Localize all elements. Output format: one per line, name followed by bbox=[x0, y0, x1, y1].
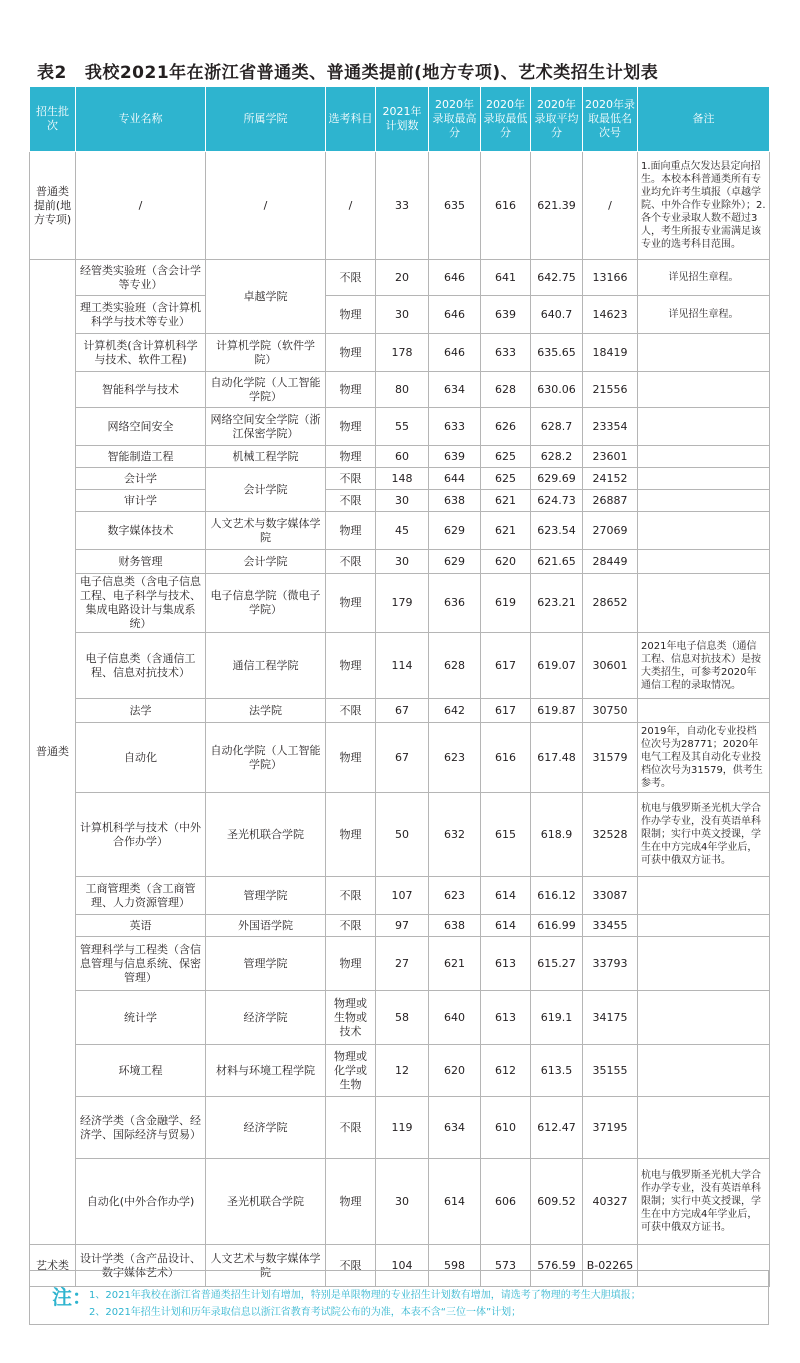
footnote-label: 注： bbox=[52, 1285, 92, 1309]
subject-cell: 物理 bbox=[326, 446, 376, 468]
subject-cell: 不限 bbox=[326, 490, 376, 512]
avg-score-cell: 621.39 bbox=[531, 152, 583, 260]
table-row bbox=[30, 490, 770, 512]
subject-cell: 物理 bbox=[326, 372, 376, 408]
major-cell: 会计学 bbox=[76, 468, 206, 490]
major-cell: 经管类实验班（含会计学等专业） bbox=[76, 260, 206, 296]
subject-cell: / bbox=[326, 152, 376, 260]
major-cell: 英语 bbox=[76, 915, 206, 937]
plan-cell: 114 bbox=[376, 633, 429, 699]
college-cell: 电子信息学院（微电子学院） bbox=[206, 574, 326, 633]
rank-cell: 34175 bbox=[583, 991, 638, 1045]
rank-cell: 26887 bbox=[583, 490, 638, 512]
note-cell: 详见招生章程。 bbox=[638, 260, 770, 296]
major-cell: 审计学 bbox=[76, 490, 206, 512]
table-row bbox=[30, 1159, 770, 1245]
header-college: 所属学院 bbox=[206, 87, 326, 152]
subject-cell: 物理 bbox=[326, 633, 376, 699]
plan-cell: 179 bbox=[376, 574, 429, 633]
note-cell bbox=[638, 372, 770, 408]
max-score-cell: 628 bbox=[429, 633, 481, 699]
table-number: 表2 bbox=[37, 63, 67, 83]
header-subject: 选考科目 bbox=[326, 87, 376, 152]
major-cell: 统计学 bbox=[76, 991, 206, 1045]
note-cell bbox=[638, 550, 770, 574]
college-cell: 通信工程学院 bbox=[206, 633, 326, 699]
college-cell: 管理学院 bbox=[206, 937, 326, 991]
plan-cell: 97 bbox=[376, 915, 429, 937]
subject-cell: 不限 bbox=[326, 1097, 376, 1159]
avg-score-cell: 624.73 bbox=[531, 490, 583, 512]
rank-cell: 18419 bbox=[583, 334, 638, 372]
batch-regular: 普通类 bbox=[30, 260, 76, 1245]
subject-cell: 物理 bbox=[326, 937, 376, 991]
header-max: 2020年录取最高分 bbox=[429, 87, 481, 152]
college-cell: 卓越学院 bbox=[206, 260, 326, 334]
table-row bbox=[30, 1045, 770, 1097]
avg-score-cell: 616.99 bbox=[531, 915, 583, 937]
plan-cell: 12 bbox=[376, 1045, 429, 1097]
major-cell: 自动化 bbox=[76, 723, 206, 793]
major-cell: 数字媒体技术 bbox=[76, 512, 206, 550]
plan-cell: 30 bbox=[376, 550, 429, 574]
subject-cell: 物理 bbox=[326, 334, 376, 372]
max-score-cell: 620 bbox=[429, 1045, 481, 1097]
avg-score-cell: 613.5 bbox=[531, 1045, 583, 1097]
avg-score-cell: 630.06 bbox=[531, 372, 583, 408]
note-cell bbox=[638, 699, 770, 723]
avg-score-cell: 623.21 bbox=[531, 574, 583, 633]
avg-score-cell: 628.7 bbox=[531, 408, 583, 446]
min-score-cell: 625 bbox=[481, 468, 531, 490]
table-title bbox=[37, 58, 658, 83]
note-cell bbox=[638, 408, 770, 446]
max-score-cell: 634 bbox=[429, 1097, 481, 1159]
note-cell bbox=[638, 1097, 770, 1159]
header-batch: 招生批次 bbox=[30, 87, 76, 152]
subject-cell: 不限 bbox=[326, 877, 376, 915]
header-major: 专业名称 bbox=[76, 87, 206, 152]
plan-cell: 50 bbox=[376, 793, 429, 877]
rank-cell: 33087 bbox=[583, 877, 638, 915]
college-cell: 自动化学院（人工智能学院） bbox=[206, 372, 326, 408]
min-score-cell: 614 bbox=[481, 915, 531, 937]
college-cell: 圣光机联合学院 bbox=[206, 793, 326, 877]
rank-cell: 23601 bbox=[583, 446, 638, 468]
major-cell: 智能制造工程 bbox=[76, 446, 206, 468]
table-row bbox=[30, 1097, 770, 1159]
avg-score-cell: 629.69 bbox=[531, 468, 583, 490]
rank-cell: 32528 bbox=[583, 793, 638, 877]
note-cell bbox=[638, 512, 770, 550]
avg-score-cell: 640.7 bbox=[531, 296, 583, 334]
min-score-cell: 621 bbox=[481, 512, 531, 550]
avg-score-cell: 635.65 bbox=[531, 334, 583, 372]
min-score-cell: 633 bbox=[481, 334, 531, 372]
college-cell: 圣光机联合学院 bbox=[206, 1159, 326, 1245]
table-row bbox=[30, 334, 770, 372]
table-row bbox=[30, 633, 770, 699]
plan-cell: 30 bbox=[376, 490, 429, 512]
rank-cell: 31579 bbox=[583, 723, 638, 793]
avg-score-cell: 623.54 bbox=[531, 512, 583, 550]
subject-cell: 物理 bbox=[326, 408, 376, 446]
plan-cell: 60 bbox=[376, 446, 429, 468]
min-score-cell: 612 bbox=[481, 1045, 531, 1097]
subject-cell: 物理 bbox=[326, 1159, 376, 1245]
avg-score-cell: 619.07 bbox=[531, 633, 583, 699]
plan-cell: 20 bbox=[376, 260, 429, 296]
note-cell bbox=[638, 915, 770, 937]
note-cell: 1.面向重点欠发达县定向招生。本校本科普通类所有专业均允许考生填报（卓越学院、中外合作专业除外）；2.各个专业录取人数不超过3人，考生所报专业需满足该专业的选考科目范围。 bbox=[638, 152, 770, 260]
college-cell: 自动化学院（人工智能学院） bbox=[206, 723, 326, 793]
rank-cell: B-02265 bbox=[583, 1245, 638, 1287]
table-row bbox=[30, 468, 770, 490]
note-cell bbox=[638, 574, 770, 633]
min-score-cell: 614 bbox=[481, 877, 531, 915]
major-cell: 智能科学与技术 bbox=[76, 372, 206, 408]
min-score-cell: 641 bbox=[481, 260, 531, 296]
rank-cell: 13166 bbox=[583, 260, 638, 296]
note-cell bbox=[638, 937, 770, 991]
max-score-cell: 632 bbox=[429, 793, 481, 877]
avg-score-cell: 616.12 bbox=[531, 877, 583, 915]
max-score-cell: 633 bbox=[429, 408, 481, 446]
min-score-cell: 628 bbox=[481, 372, 531, 408]
header-avg: 2020年录取平均分 bbox=[531, 87, 583, 152]
plan-cell: 80 bbox=[376, 372, 429, 408]
avg-score-cell: 618.9 bbox=[531, 793, 583, 877]
plan-cell: 107 bbox=[376, 877, 429, 915]
min-score-cell: 621 bbox=[481, 490, 531, 512]
major-cell: 设计学类（含产品设计、数字媒体艺术） bbox=[76, 1245, 206, 1287]
college-cell: 人文艺术与数字媒体学院 bbox=[206, 1245, 326, 1287]
header-plan: 2021年计划数 bbox=[376, 87, 429, 152]
major-cell: 电子信息类（含电子信息工程、电子科学与技术、集成电路设计与集成系统） bbox=[76, 574, 206, 633]
min-score-cell: 610 bbox=[481, 1097, 531, 1159]
note-cell: 2019年，自动化专业投档位次号为28771；2020年电气工程及其自动化专业投档位次号为31579，供考生参考。 bbox=[638, 723, 770, 793]
subject-cell: 物理 bbox=[326, 723, 376, 793]
max-score-cell: 640 bbox=[429, 991, 481, 1045]
major-cell: / bbox=[76, 152, 206, 260]
rank-cell: 40327 bbox=[583, 1159, 638, 1245]
table-row bbox=[30, 372, 770, 408]
avg-score-cell: 612.47 bbox=[531, 1097, 583, 1159]
major-cell: 环境工程 bbox=[76, 1045, 206, 1097]
major-cell: 法学 bbox=[76, 699, 206, 723]
max-score-cell: 629 bbox=[429, 512, 481, 550]
subject-cell: 不限 bbox=[326, 699, 376, 723]
max-score-cell: 623 bbox=[429, 877, 481, 915]
subject-cell: 不限 bbox=[326, 915, 376, 937]
rank-cell: 27069 bbox=[583, 512, 638, 550]
plan-cell: 45 bbox=[376, 512, 429, 550]
rank-cell: 30601 bbox=[583, 633, 638, 699]
subject-cell: 物理 bbox=[326, 574, 376, 633]
rank-cell: / bbox=[583, 152, 638, 260]
major-cell: 自动化(中外合作办学) bbox=[76, 1159, 206, 1245]
table-row bbox=[30, 877, 770, 915]
major-cell: 工商管理类（含工商管理、人力资源管理） bbox=[76, 877, 206, 915]
avg-score-cell: 619.87 bbox=[531, 699, 583, 723]
avg-score-cell: 609.52 bbox=[531, 1159, 583, 1245]
note-cell bbox=[638, 991, 770, 1045]
college-cell: 材料与环境工程学院 bbox=[206, 1045, 326, 1097]
major-cell: 网络空间安全 bbox=[76, 408, 206, 446]
note-cell: 详见招生章程。 bbox=[638, 296, 770, 334]
footnote-line-1: 1、2021年我校在浙江省普通类招生计划有增加，特别是单限物理的专业招生计划数有增加，请选考了物理的考生大胆填报； bbox=[89, 1290, 641, 1301]
max-score-cell: 621 bbox=[429, 937, 481, 991]
plan-cell: 55 bbox=[376, 408, 429, 446]
max-score-cell: 646 bbox=[429, 260, 481, 296]
table-row bbox=[30, 260, 770, 296]
header-rank: 2020年录取最低名次号 bbox=[583, 87, 638, 152]
college-cell: 经济学院 bbox=[206, 1097, 326, 1159]
min-score-cell: 613 bbox=[481, 937, 531, 991]
header-note: 备注 bbox=[638, 87, 770, 152]
college-cell: 会计学院 bbox=[206, 550, 326, 574]
max-score-cell: 646 bbox=[429, 334, 481, 372]
major-cell: 理工类实验班（含计算机科学与技术等专业） bbox=[76, 296, 206, 334]
avg-score-cell: 619.1 bbox=[531, 991, 583, 1045]
major-cell: 计算机类(含计算机科学与技术、软件工程) bbox=[76, 334, 206, 372]
avg-score-cell: 628.2 bbox=[531, 446, 583, 468]
rank-cell: 37195 bbox=[583, 1097, 638, 1159]
min-score-cell: 606 bbox=[481, 1159, 531, 1245]
table-row bbox=[30, 446, 770, 468]
subject-cell: 物理 bbox=[326, 793, 376, 877]
table-row bbox=[30, 550, 770, 574]
college-cell: 人文艺术与数字媒体学院 bbox=[206, 512, 326, 550]
table-row bbox=[30, 296, 770, 334]
plan-cell: 148 bbox=[376, 468, 429, 490]
major-cell: 财务管理 bbox=[76, 550, 206, 574]
note-cell bbox=[638, 877, 770, 915]
subject-cell: 物理或化学或生物 bbox=[326, 1045, 376, 1097]
max-score-cell: 638 bbox=[429, 915, 481, 937]
avg-score-cell: 617.48 bbox=[531, 723, 583, 793]
max-score-cell: 614 bbox=[429, 1159, 481, 1245]
major-cell: 计算机科学与技术（中外合作办学） bbox=[76, 793, 206, 877]
college-cell: 管理学院 bbox=[206, 877, 326, 915]
note-cell bbox=[638, 334, 770, 372]
plan-cell: 30 bbox=[376, 296, 429, 334]
min-score-cell: 615 bbox=[481, 793, 531, 877]
avg-score-cell: 621.65 bbox=[531, 550, 583, 574]
college-cell: / bbox=[206, 152, 326, 260]
plan-cell: 33 bbox=[376, 152, 429, 260]
subject-cell: 不限 bbox=[326, 260, 376, 296]
subject-cell: 物理 bbox=[326, 296, 376, 334]
rank-cell: 24152 bbox=[583, 468, 638, 490]
plan-cell: 27 bbox=[376, 937, 429, 991]
min-score-cell: 617 bbox=[481, 699, 531, 723]
college-cell: 会计学院 bbox=[206, 468, 326, 512]
college-cell: 机械工程学院 bbox=[206, 446, 326, 468]
max-score-cell: 636 bbox=[429, 574, 481, 633]
college-cell: 外国语学院 bbox=[206, 915, 326, 937]
rank-cell: 35155 bbox=[583, 1045, 638, 1097]
rank-cell: 23354 bbox=[583, 408, 638, 446]
note-cell: 杭电与俄罗斯圣光机大学合作办学专业，没有英语单科限制；实行中英文授课，学生在中方完成4年学业后，可获中俄双方证书。 bbox=[638, 1159, 770, 1245]
max-score-cell: 629 bbox=[429, 550, 481, 574]
rank-cell: 28652 bbox=[583, 574, 638, 633]
rank-cell: 14623 bbox=[583, 296, 638, 334]
table-row bbox=[30, 152, 770, 260]
college-cell: 计算机学院（软件学院） bbox=[206, 334, 326, 372]
min-score-cell: 617 bbox=[481, 633, 531, 699]
college-cell: 网络空间安全学院（浙江保密学院） bbox=[206, 408, 326, 446]
min-score-cell: 619 bbox=[481, 574, 531, 633]
table-row bbox=[30, 574, 770, 633]
plan-cell: 104 bbox=[376, 1245, 429, 1287]
max-score-cell: 644 bbox=[429, 468, 481, 490]
college-cell: 法学院 bbox=[206, 699, 326, 723]
subject-cell: 不限 bbox=[326, 550, 376, 574]
table-row bbox=[30, 991, 770, 1045]
note-cell bbox=[638, 446, 770, 468]
header-min: 2020年录取最低分 bbox=[481, 87, 531, 152]
header-row bbox=[30, 87, 770, 152]
subject-cell: 物理或生物或技术 bbox=[326, 991, 376, 1045]
table-row bbox=[30, 408, 770, 446]
table-row bbox=[30, 723, 770, 793]
plan-cell: 30 bbox=[376, 1159, 429, 1245]
avg-score-cell: 615.27 bbox=[531, 937, 583, 991]
min-score-cell: 616 bbox=[481, 152, 531, 260]
note-cell: 2021年电子信息类（通信工程、信息对抗技术）是按大类招生，可参考2020年通信工程的录取情况。 bbox=[638, 633, 770, 699]
table-row bbox=[30, 937, 770, 991]
plan-cell: 119 bbox=[376, 1097, 429, 1159]
major-cell: 电子信息类（含通信工程、信息对抗技术） bbox=[76, 633, 206, 699]
rank-cell: 30750 bbox=[583, 699, 638, 723]
max-score-cell: 642 bbox=[429, 699, 481, 723]
rank-cell: 33455 bbox=[583, 915, 638, 937]
college-cell: 经济学院 bbox=[206, 991, 326, 1045]
note-cell bbox=[638, 1045, 770, 1097]
plan-cell: 67 bbox=[376, 699, 429, 723]
subject-cell: 物理 bbox=[326, 512, 376, 550]
note-cell bbox=[638, 490, 770, 512]
min-score-cell: 620 bbox=[481, 550, 531, 574]
major-cell: 管理科学与工程类（含信息管理与信息系统、保密管理） bbox=[76, 937, 206, 991]
min-score-cell: 613 bbox=[481, 991, 531, 1045]
max-score-cell: 638 bbox=[429, 490, 481, 512]
table-row bbox=[30, 793, 770, 877]
plan-cell: 58 bbox=[376, 991, 429, 1045]
batch-art: 艺术类 bbox=[30, 1245, 76, 1287]
rank-cell: 21556 bbox=[583, 372, 638, 408]
rank-cell: 33793 bbox=[583, 937, 638, 991]
min-score-cell: 625 bbox=[481, 446, 531, 468]
note-cell bbox=[638, 468, 770, 490]
footnote-line-2: 2、2021年招生计划和历年录取信息以浙江省教育考试院公布的为准，本表不含“三位一体”计划； bbox=[89, 1307, 522, 1318]
max-score-cell: 635 bbox=[429, 152, 481, 260]
subject-cell: 不限 bbox=[326, 1245, 376, 1287]
major-cell: 经济学类（含金融学、经济学、国际经济与贸易） bbox=[76, 1097, 206, 1159]
min-score-cell: 626 bbox=[481, 408, 531, 446]
max-score-cell: 646 bbox=[429, 296, 481, 334]
admission-plan-table bbox=[29, 86, 770, 1287]
plan-cell: 178 bbox=[376, 334, 429, 372]
plan-cell: 67 bbox=[376, 723, 429, 793]
min-score-cell: 639 bbox=[481, 296, 531, 334]
min-score-cell: 616 bbox=[481, 723, 531, 793]
rank-cell: 28449 bbox=[583, 550, 638, 574]
max-score-cell: 639 bbox=[429, 446, 481, 468]
footnote-box bbox=[29, 1270, 769, 1325]
max-score-cell: 623 bbox=[429, 723, 481, 793]
table-row bbox=[30, 512, 770, 550]
note-cell: 杭电与俄罗斯圣光机大学合作办学专业，没有英语单科限制；实行中英文授课，学生在中方完成4年学业后，可获中俄双方证书。 bbox=[638, 793, 770, 877]
avg-score-cell: 576.59 bbox=[531, 1245, 583, 1287]
table-row bbox=[30, 915, 770, 937]
batch-advance: 普通类提前(地方专项) bbox=[30, 152, 76, 260]
max-score-cell: 634 bbox=[429, 372, 481, 408]
avg-score-cell: 642.75 bbox=[531, 260, 583, 296]
min-score-cell: 573 bbox=[481, 1245, 531, 1287]
table-title-text: 我校2021年在浙江省普通类、普通类提前(地方专项)、艺术类招生计划表 bbox=[84, 63, 659, 83]
table-row bbox=[30, 699, 770, 723]
subject-cell: 不限 bbox=[326, 468, 376, 490]
max-score-cell: 598 bbox=[429, 1245, 481, 1287]
